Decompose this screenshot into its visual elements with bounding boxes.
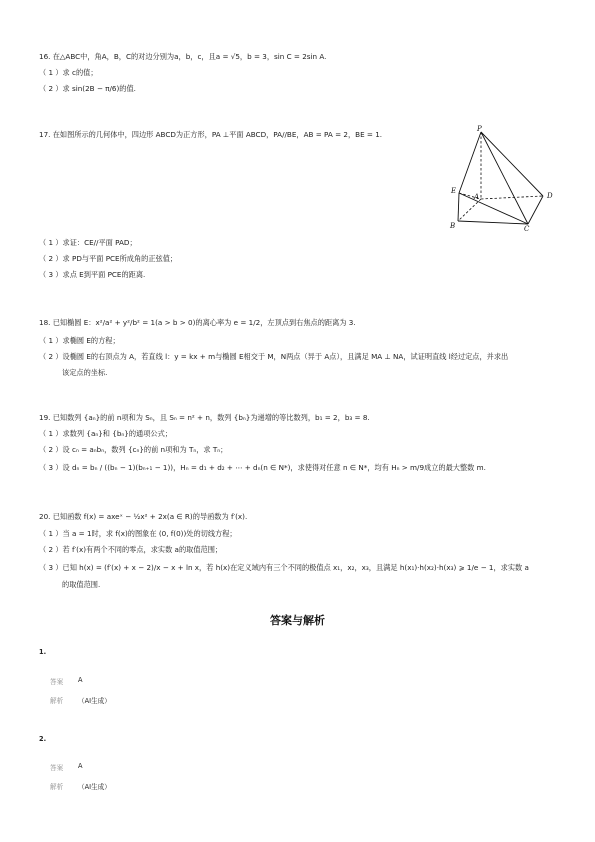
vertex-label-E: E — [451, 187, 457, 195]
q16-part1: （ 1 ）求 c的值； — [39, 68, 98, 77]
q19-part1: （ 1 ）求数列 {aₙ}和 {bₙ}的通项公式； — [39, 429, 172, 438]
q20-part3: （ 3 ）已知 h(x) = (f′(x) + x − 2)/x − x + ln x，若 h(x)在定义域内有三个不同的极值点 x₁，x₂，x₃，且满足 h(x₁)·h(x₂)·h(x₃) ⩾ 1/e − 1，求实数 a — [39, 563, 529, 572]
edge-BC — [458, 221, 528, 224]
q19-part3: （ 3 ）设 dₙ = bₙ / ((bₙ − 1)(bₙ₊₁ − 1))，Hₙ = d₁ + d₂ + ⋯ + dₙ(n ∈ N*)，求使得对任意 n ∈ N*，均有 Hₙ > m/9成立的最大整数 m. — [39, 463, 486, 472]
answer-label: 答案 — [50, 678, 64, 686]
edge-AB-hidden — [458, 199, 481, 221]
edge-PD — [481, 132, 543, 196]
q16-stem: 16. 在△ABC中，角A，B，C的对边分别为a，b，c，且a = √5，b = 3，sin C = 2sin A. — [39, 52, 327, 61]
q17-part3: （ 3 ）求点 E到平面 PCE的距离. — [39, 270, 146, 279]
edge-AD-hidden — [481, 196, 543, 199]
q18-stem: 18. 已知椭圆 E：x²/a² + y²/b² = 1(a > b > 0)的离心率为 e = 1/2，左顶点到右焦点的距离为 3. — [39, 318, 356, 327]
answer-value: A — [78, 676, 83, 684]
q19-stem: 19. 已知数列 {aₙ}的前 n项和为 Sₙ，且 Sₙ = n² + n，数列 {bₙ}为递增的等比数列，b₁ = 2，b₃ = 8. — [39, 413, 370, 422]
vertex-label-A: A — [474, 193, 480, 201]
q20-part1: （ 1 ）当 a = 1时，求 f(x)的图象在 (0, f(0))处的切线方程； — [39, 529, 237, 538]
analysis-label: 解析 — [50, 697, 64, 705]
edge-PE — [459, 132, 481, 193]
analysis-value: （AI生成） — [78, 783, 111, 791]
analysis-value: （AI生成） — [78, 697, 111, 705]
q20-part3-continued: 的取值范围. — [62, 580, 101, 589]
analysis-label: 解析 — [50, 783, 64, 791]
q18-part1: （ 1 ）求椭圆 E的方程； — [39, 336, 120, 345]
q17-stem: 17. 在如图所示的几何体中，四边形 ABCD为正方形，PA ⊥平面 ABCD，PA//BE，AB = PA = 2，BE = 1. — [39, 130, 383, 139]
geometry-figure — [444, 124, 559, 234]
answers-section-title: 答案与解析 — [270, 614, 325, 627]
answer-label: 答案 — [50, 764, 64, 772]
q20-part2: （ 2 ）若 f′(x)有两个不同的零点，求实数 a的取值范围； — [39, 545, 223, 554]
q17-part1: （ 1 ）求证：CE//平面 PAD； — [39, 238, 137, 247]
answer-item-number: 1. — [39, 648, 47, 656]
q19-part2: （ 2 ）设 cₙ = aₙbₙ，数列 {cₙ}的前 n项和为 Tₙ，求 Tₙ； — [39, 445, 228, 454]
q16-part2: （ 2 ）求 sin(2B − π/6)的值. — [39, 84, 136, 93]
q20-stem: 20. 已知函数 f(x) = axeˣ − ½x² + 2x(a ∈ R)的导函数为 f′(x). — [39, 512, 248, 521]
answer-value: A — [78, 762, 83, 770]
edge-CD — [528, 196, 543, 224]
edge-EB — [458, 193, 459, 221]
vertex-label-P: P — [477, 125, 482, 133]
edge-EC — [459, 193, 528, 224]
q18-part2: （ 2 ）设椭圆 E的右顶点为 A，若直线 l：y = kx + m与椭圆 E相交于 M，N两点（异于 A点），且满足 MA ⊥ NA，试证明直线 l经过定点，并求出 — [39, 352, 509, 361]
q18-part2-continued: 该定点的坐标. — [62, 368, 108, 377]
q17-part2: （ 2 ）求 PD与平面 PCE所成角的正弦值； — [39, 254, 178, 263]
vertex-label-B: B — [450, 222, 456, 230]
edge-PC — [481, 132, 528, 224]
vertex-label-C: C — [524, 225, 530, 233]
vertex-label-D: D — [547, 192, 553, 200]
answer-item-number: 2. — [39, 735, 47, 743]
